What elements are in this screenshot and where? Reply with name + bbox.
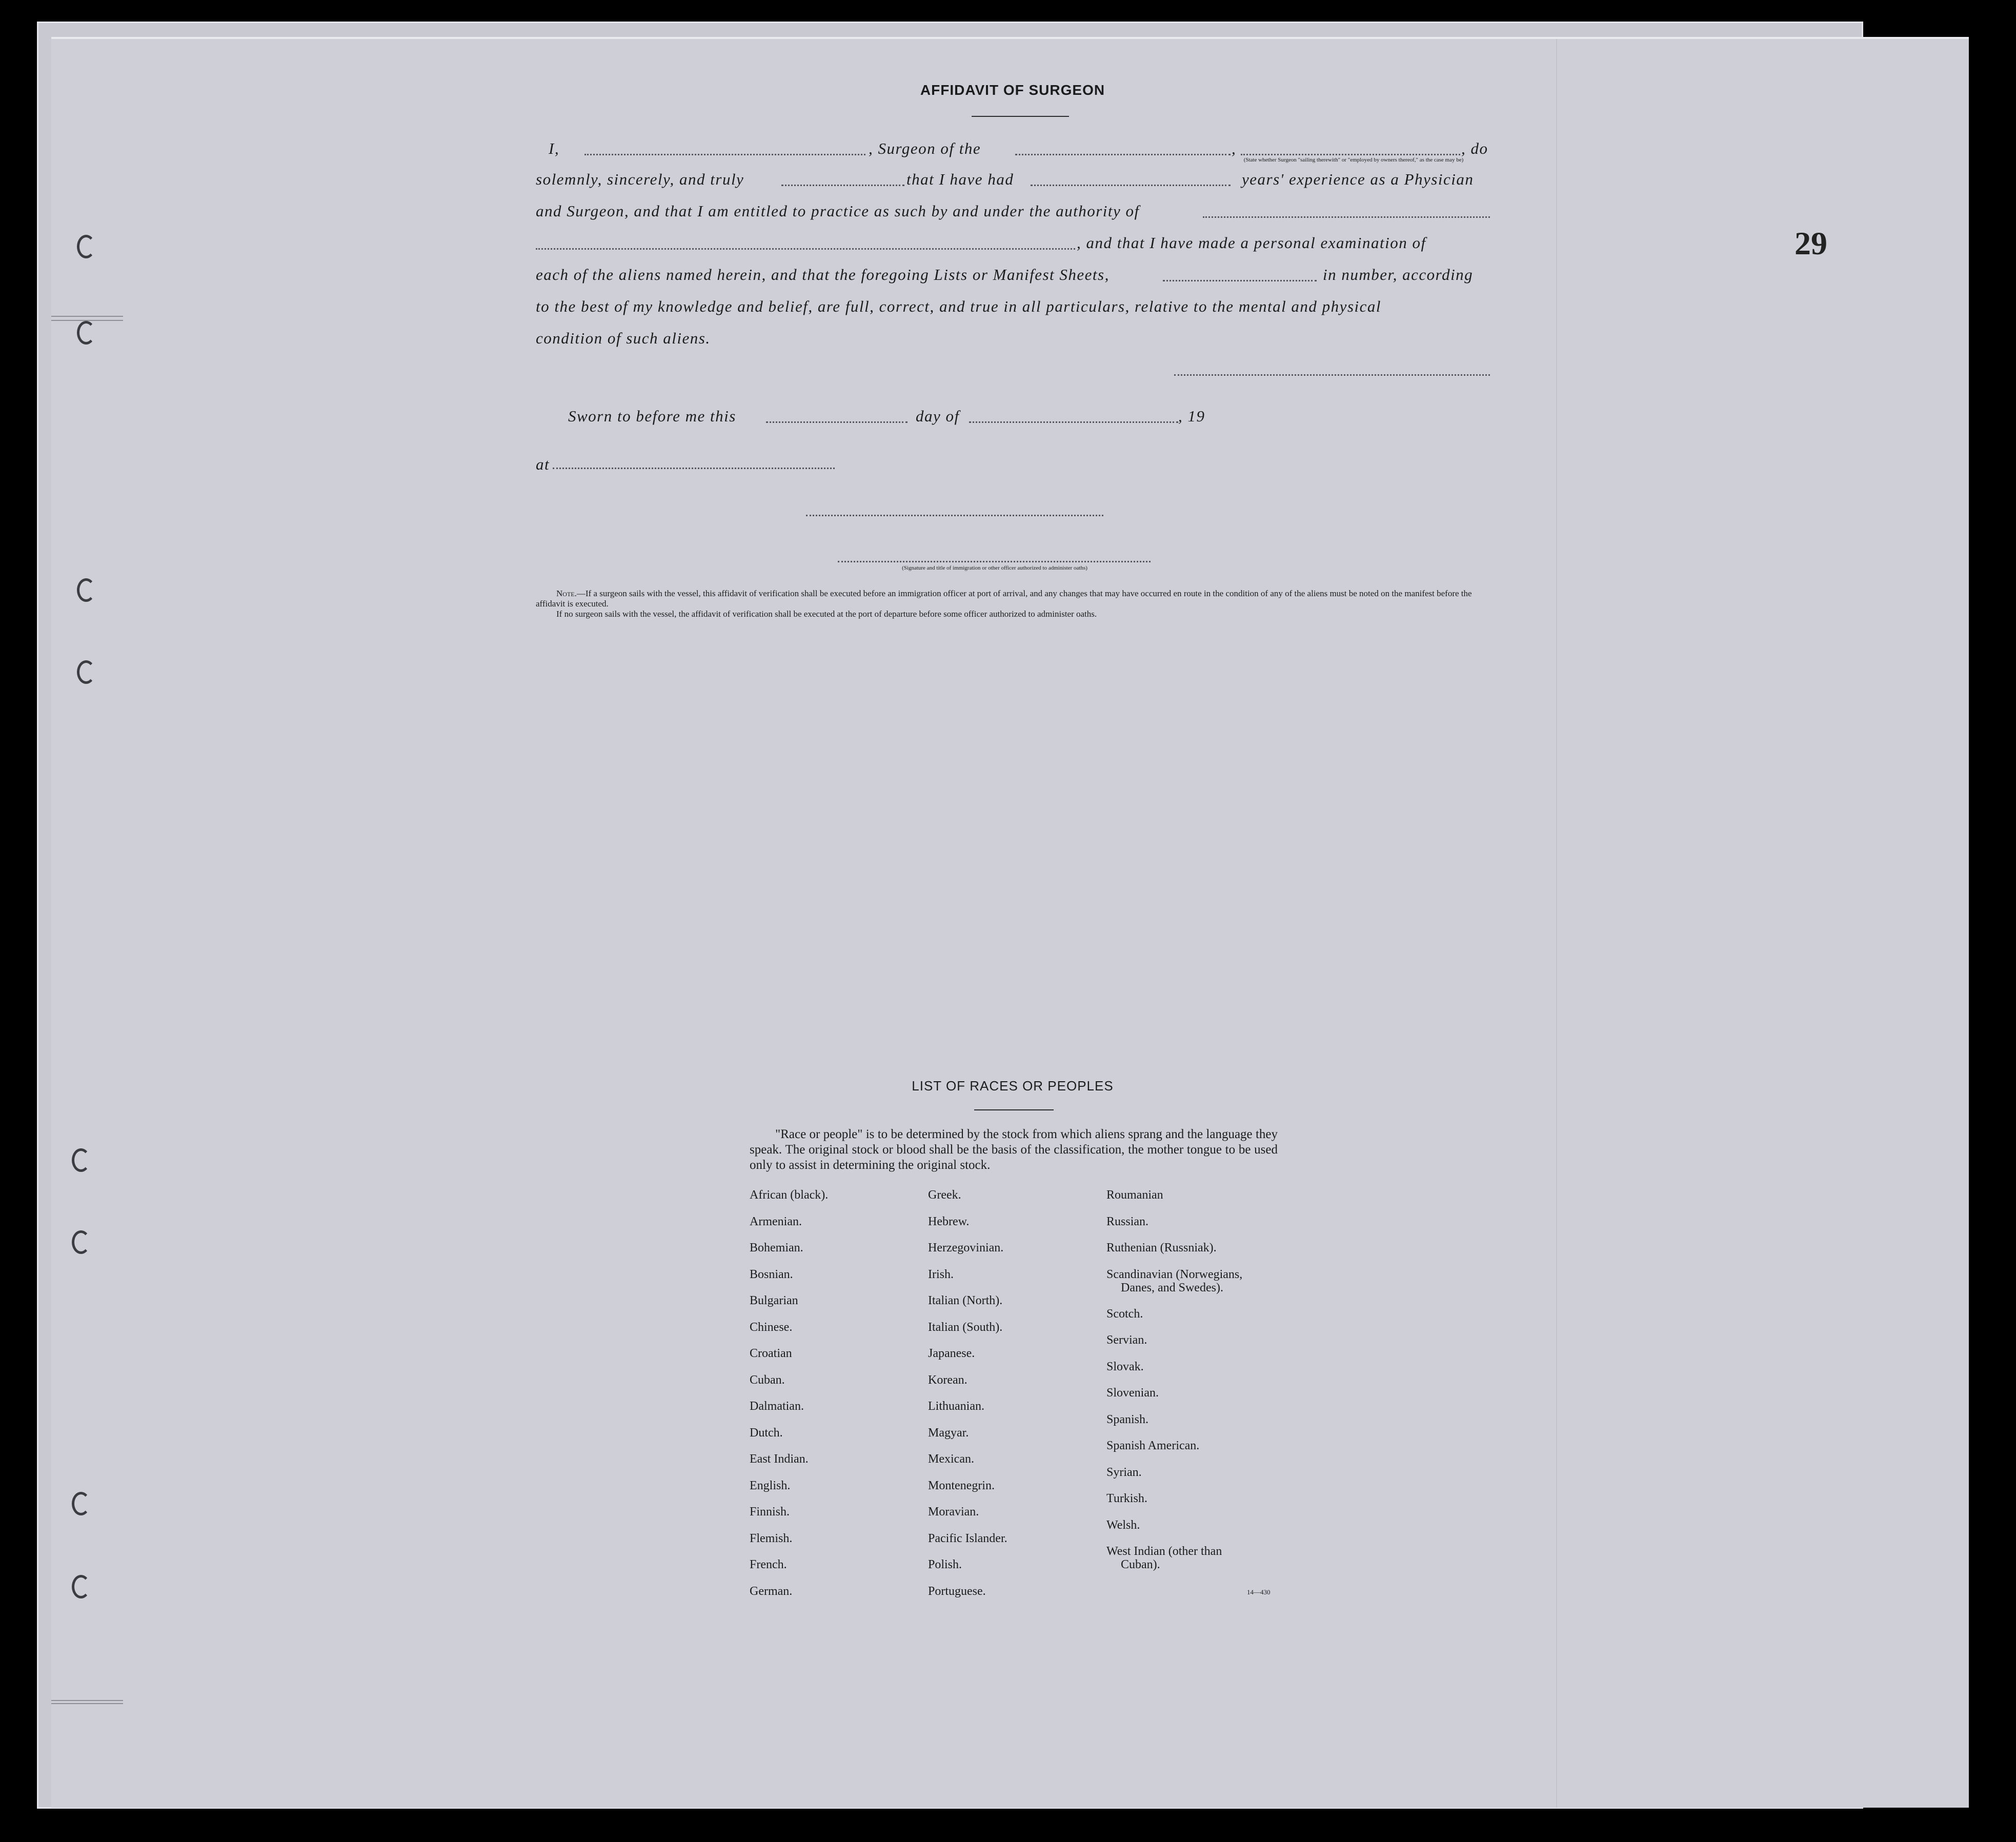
sworn-text: Sworn to before me this: [568, 407, 736, 425]
affidavit-line7: condition of such aliens.: [536, 329, 711, 347]
surgeon-name-field[interactable]: [584, 154, 865, 155]
race-item: Scotch.: [1106, 1307, 1143, 1321]
race-item: Cuban).: [1121, 1558, 1160, 1571]
race-item: Moravian.: [928, 1505, 979, 1519]
sworn-day-field[interactable]: [766, 421, 908, 423]
race-item: Armenian.: [750, 1214, 802, 1228]
vessel-name-field[interactable]: [1015, 154, 1231, 155]
sworn-place-field[interactable]: [553, 468, 835, 469]
race-item: Bulgarian: [750, 1294, 798, 1307]
binder-ring-icon: [77, 578, 95, 602]
races-column-1: [750, 1188, 828, 1611]
race-item: Spanish American.: [1106, 1439, 1200, 1452]
race-item: Cuban.: [750, 1373, 785, 1387]
race-item: East Indian.: [750, 1452, 809, 1466]
race-item: Flemish.: [750, 1531, 793, 1545]
race-item: Syrian.: [1106, 1465, 1142, 1479]
note-text-1: —If a surgeon sails with the vessel, this affidavit of verification shall be executed before an immigration officer at port of arrival, and any changes that may have occurred en route in the condition of any of the aliens must be noted on the manifest before the affidavit is executed.: [536, 589, 1472, 609]
binder-ring-icon: [77, 235, 95, 258]
binder-ring-icon: [72, 1148, 90, 1172]
oath-field[interactable]: [781, 185, 904, 186]
authority-field-continued[interactable]: [536, 248, 1075, 250]
sworn-month-field[interactable]: [969, 421, 1178, 423]
fold-line: [1556, 39, 1557, 1808]
affidavit-line3: and Surgeon, and that I am entitled to practice as such by and under the authority of: [536, 202, 1140, 220]
races-title: LIST OF RACES OR PEOPLES: [912, 1078, 1114, 1094]
race-item: Hebrew.: [928, 1214, 970, 1228]
race-item: Lithuanian.: [928, 1400, 984, 1413]
page-number: 29: [1795, 225, 1827, 261]
races-column-3: [1106, 1188, 1242, 1585]
race-item: Finnish.: [750, 1505, 790, 1519]
race-item: Ruthenian (Russniak).: [1106, 1241, 1217, 1254]
affidavit-line4: , and that I have made a personal examination of: [1077, 234, 1426, 252]
authority-field[interactable]: [1203, 216, 1490, 218]
affidavit-line6: to the best of my knowledge and belief, are full, correct, and true in all particulars, relative to the mental and physical: [536, 297, 1381, 315]
race-item: Japanese.: [928, 1347, 975, 1360]
race-item: Slovenian.: [1106, 1386, 1159, 1400]
races-column-2: [928, 1188, 1007, 1611]
race-item: Italian (North).: [928, 1294, 1003, 1307]
races-intro: "Race or people" is to be determined by the stock from which aliens sprang and the language they speak. The original stock or blood shall be the basis of the classification, the mother tongue to be used only to assist in determining the original stock.: [750, 1127, 1278, 1172]
race-item: Bohemian.: [750, 1241, 803, 1254]
race-item: French.: [750, 1558, 787, 1571]
affidavit-note: [536, 589, 1490, 619]
race-item: Greek.: [928, 1188, 961, 1202]
affidavit-line5-end: in number, according: [1323, 266, 1474, 284]
affidavit-line1-comma: ,: [1232, 139, 1237, 157]
binder-ring-icon: [72, 1230, 90, 1254]
edge-mark: [51, 1700, 123, 1701]
surgeon-signature-field[interactable]: [1174, 374, 1490, 376]
race-item: Russian.: [1106, 1214, 1149, 1228]
binder-ring-icon: [77, 660, 95, 684]
binder-ring-icon: [72, 1492, 90, 1515]
race-item: Irish.: [928, 1267, 954, 1281]
affidavit-line1-start: I,: [549, 139, 560, 157]
race-item: Bosnian.: [750, 1267, 793, 1281]
surgeon-status-caption: (State whether Surgeon "sailing therewith" or "employed by owners thereof," as the case may be): [1243, 157, 1464, 163]
note-label: Note.: [556, 589, 577, 598]
race-item: German.: [750, 1584, 793, 1598]
binder-ring-icon: [77, 321, 95, 345]
race-item: Chinese.: [750, 1320, 793, 1334]
binder-ring-icon: [72, 1575, 90, 1598]
affidavit-line2-start: solemnly, sincerely, and truly: [536, 170, 744, 188]
race-item: Scandinavian (Norwegians,: [1106, 1267, 1243, 1281]
surgeon-status-field[interactable]: [1241, 154, 1460, 155]
race-item: Italian (South).: [928, 1320, 1003, 1334]
edge-mark: [51, 1703, 123, 1704]
race-item: Herzegovinian.: [928, 1241, 1004, 1254]
affidavit-line1-surgeon: , Surgeon of the: [869, 139, 981, 157]
officer-title-field[interactable]: [806, 515, 1103, 516]
affidavit-line2-end: years' experience as a Physician: [1242, 170, 1474, 188]
race-item: Roumanian: [1106, 1188, 1163, 1202]
race-item: Danes, and Swedes).: [1121, 1281, 1223, 1294]
race-item: Spanish.: [1106, 1412, 1149, 1426]
race-item: West Indian (other than: [1106, 1545, 1222, 1558]
race-item: Welsh.: [1106, 1518, 1140, 1532]
race-item: Servian.: [1106, 1333, 1147, 1347]
race-item: African (black).: [750, 1188, 829, 1202]
note-text-2: If no surgeon sails with the vessel, the affidavit of verification shall be executed at the port of departure before some officer authorized to administer oaths.: [556, 609, 1097, 619]
title-rule: [972, 116, 1069, 117]
race-item: Portuguese.: [928, 1584, 986, 1598]
race-item: Polish.: [928, 1558, 962, 1571]
years-experience-field[interactable]: [1031, 185, 1231, 186]
sworn-at: at: [536, 455, 550, 473]
sworn-day-of: day of: [916, 407, 960, 425]
race-item: Croatian: [750, 1347, 792, 1360]
race-item: Pacific Islander.: [928, 1531, 1007, 1545]
signature-caption: (Signature and title of immigration or other officer authorized to administer oaths): [902, 565, 1087, 571]
form-number: 14—430: [1247, 1588, 1271, 1596]
race-item: English.: [750, 1479, 791, 1492]
affidavit-line2-mid: that I have had: [906, 170, 1014, 188]
affidavit-title: AFFIDAVIT OF SURGEON: [920, 82, 1105, 98]
officer-signature-field[interactable]: [838, 561, 1151, 562]
edge-mark: [51, 316, 123, 317]
race-item: Slovak.: [1106, 1360, 1144, 1373]
race-item: Mexican.: [928, 1452, 974, 1466]
affidavit-line1-end: , do: [1461, 139, 1488, 157]
race-item: Turkish.: [1106, 1492, 1147, 1505]
sworn-year: , 19: [1178, 407, 1205, 425]
race-item: Magyar.: [928, 1426, 969, 1440]
race-item: Dalmatian.: [750, 1400, 804, 1413]
sheet-count-field[interactable]: [1163, 280, 1317, 281]
race-item: Dutch.: [750, 1426, 783, 1440]
race-item: Montenegrin.: [928, 1479, 995, 1492]
races-title-rule: [974, 1109, 1054, 1110]
affidavit-line5-start: each of the aliens named herein, and that the foregoing Lists or Manifest Sheets,: [536, 266, 1110, 284]
race-item: Korean.: [928, 1373, 967, 1387]
